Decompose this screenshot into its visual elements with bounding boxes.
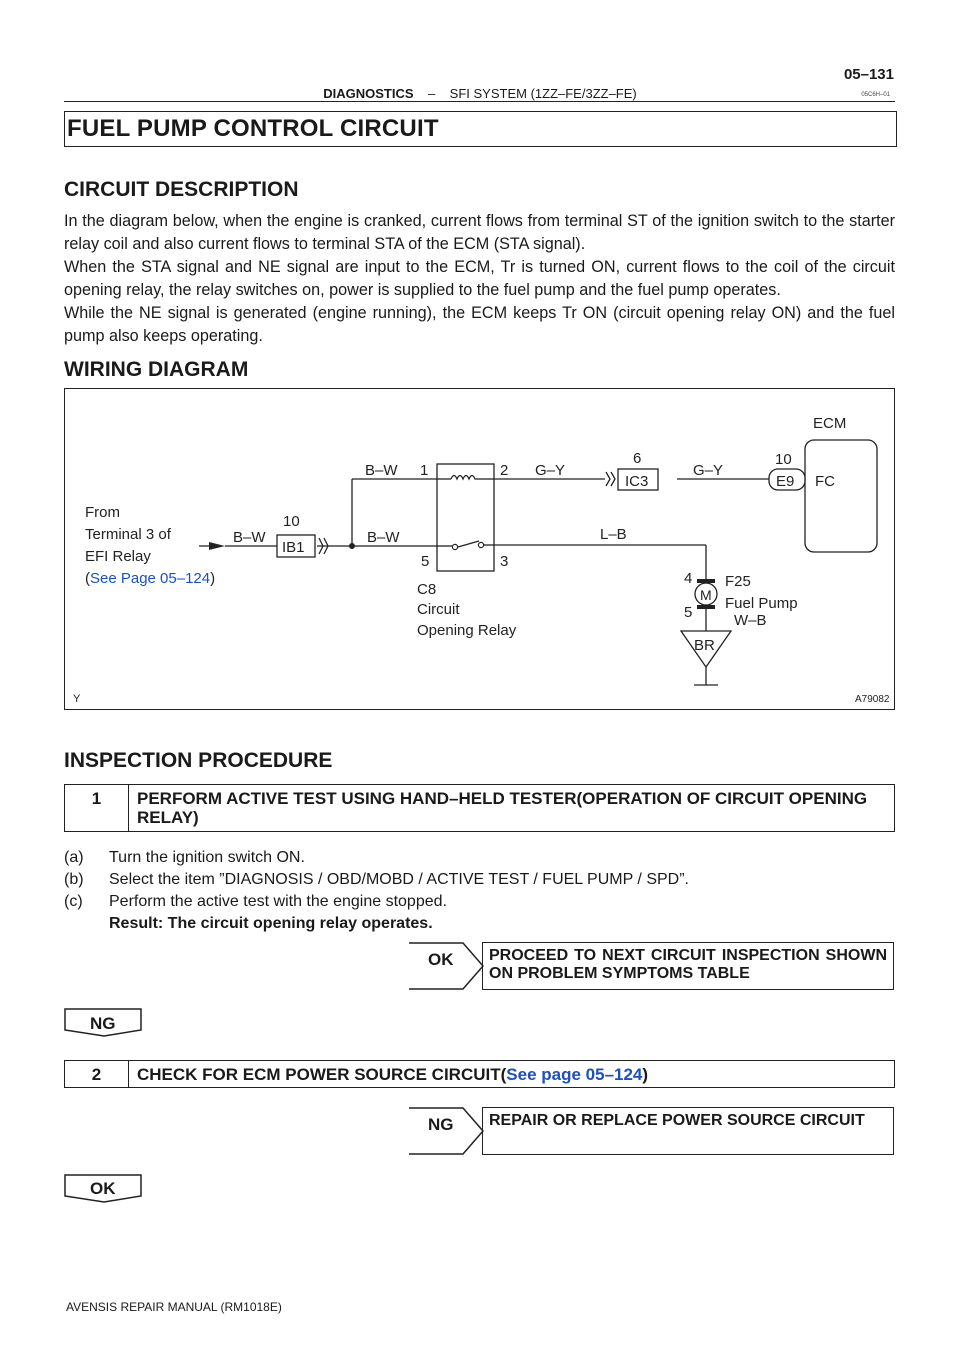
step-1-title: PERFORM ACTIVE TEST USING HAND–HELD TESTER(OPERATION OF CIRCUIT OPENING RELAY) (137, 789, 868, 827)
splice-dot (349, 543, 355, 549)
header-section: DIAGNOSTICS (323, 86, 414, 101)
relay-pin-1: 1 (420, 462, 429, 479)
description-paragraph: When the STA signal and NE signal are input to the ECM, Tr is turned ON, current flows to the coil of the circuit opening relay, the relay switches on, power is supplied to the fuel pump and the fuel pump operates. (64, 258, 895, 299)
step-2-ng-result: REPAIR OR REPLACE POWER SOURCE CIRCUIT (482, 1107, 894, 1155)
description-paragraph: In the diagram below, when the engine is cranked, current flows from terminal ST of the ignition switch to the starter relay coil and also current flows to terminal STA of the ECM (STA signal). (64, 212, 895, 253)
from-paren-open: ( (85, 570, 90, 587)
header-rule (64, 101, 895, 102)
header-separator: – (427, 86, 436, 101)
e9-label: E9 (776, 473, 795, 490)
step-2-title-text: CHECK FOR ECM POWER SOURCE CIRCUIT( (137, 1065, 507, 1084)
relay-pin-3: 3 (500, 553, 509, 570)
page-number: 05–131 (843, 66, 894, 83)
step-2-ng-tag: NG (428, 1115, 454, 1134)
relay-name-line2: Opening Relay (417, 622, 517, 639)
list-item-text: Select the item ”DIAGNOSIS / OBD/MOBD / ACTIVE TEST / FUEL PUMP / SPD”. (109, 871, 689, 888)
relay-coil (451, 476, 479, 480)
page-title: FUEL PUMP CONTROL CIRCUIT (64, 111, 897, 147)
list-item-label: (c) (64, 893, 83, 910)
wire-label-lb: L–B (600, 526, 627, 543)
circuit-description-text (64, 210, 895, 348)
circuit-description-heading: CIRCUIT DESCRIPTION (64, 178, 299, 201)
input-arrow-icon (209, 542, 225, 550)
ib1-pin-label: 10 (283, 513, 300, 530)
corner-mark: Y (73, 693, 81, 705)
running-header (0, 86, 960, 101)
description-paragraph: While the NE signal is generated (engine running), the ECM keeps Tr ON (circuit opening relay ON) and the fuel pump also keeps operating. (64, 304, 895, 345)
e9-pin-label: 10 (775, 451, 792, 468)
step-1-ok-result: PROCEED TO NEXT CIRCUIT INSPECTION SHOWN ON PROBLEM SYMPTOMS TABLE (482, 942, 894, 990)
fc-terminal-label: FC (815, 473, 835, 490)
list-item (64, 869, 894, 891)
list-item-text: Perform the active test with the engine stopped. (109, 893, 447, 910)
ib1-label: IB1 (282, 539, 305, 556)
list-item-label: (b) (64, 871, 84, 888)
relay-box (437, 464, 494, 571)
step-1-instructions (64, 847, 894, 935)
wire-label-bw-left: B–W (233, 529, 266, 546)
list-item (64, 891, 894, 913)
list-item (64, 913, 894, 935)
from-line4 (85, 570, 215, 587)
relay-pin-5: 5 (421, 553, 430, 570)
step-2-box (64, 1060, 895, 1088)
from-line1: From (85, 504, 120, 521)
connector-chevron-icon (606, 472, 615, 486)
step-1-result: Result: The circuit opening relay operates. (109, 915, 433, 932)
wire-label-gy-1: G–Y (535, 462, 566, 479)
wiring-diagram-svg (65, 389, 894, 709)
step-2-title-end: ) (642, 1065, 649, 1084)
step-2-title (137, 1065, 886, 1084)
footer: AVENSIS REPAIR MANUAL (RM1018E) (66, 1300, 282, 1314)
figure-id: A79082 (855, 694, 890, 705)
wire-label-gy-2: G–Y (693, 462, 724, 479)
relay-name-line1: Circuit (417, 601, 460, 618)
step-2-ok-tag: OK (90, 1179, 116, 1198)
wire-label-bw-top: B–W (365, 462, 398, 479)
wiring-diagram (64, 388, 895, 710)
ic3-label: IC3 (625, 473, 649, 490)
relay-code-label: C8 (417, 581, 437, 598)
step-1-ok-tag: OK (428, 950, 454, 969)
pump-code-label: F25 (725, 573, 751, 590)
switch-contact (452, 544, 457, 549)
list-item-label: (a) (64, 849, 84, 866)
switch-contact (478, 542, 483, 547)
step-2-number: 2 (65, 1061, 129, 1087)
ecm-label: ECM (813, 415, 847, 432)
pump-name-label: Fuel Pump (725, 595, 798, 612)
list-item-text: Turn the ignition switch ON. (109, 849, 305, 866)
wire-label-bw-mid: B–W (367, 529, 400, 546)
pump-pin-4: 4 (684, 570, 693, 587)
ic3-pin-label: 6 (633, 450, 642, 467)
from-see-page-link[interactable]: See Page 05–124 (90, 570, 211, 587)
from-line3: EFI Relay (85, 548, 151, 565)
step-1-ng-tag: NG (90, 1014, 116, 1033)
from-paren-close: ) (210, 570, 216, 587)
list-item (64, 847, 894, 869)
relay-switch (458, 541, 479, 547)
step-2-see-page-link[interactable]: See page 05–124 (506, 1065, 643, 1084)
step-1-number: 1 (65, 785, 129, 831)
motor-label: M (700, 587, 712, 603)
ground-label: BR (694, 637, 715, 654)
inspection-heading: INSPECTION PROCEDURE (64, 749, 333, 772)
step-1-box (64, 784, 895, 832)
wiring-diagram-heading: WIRING DIAGRAM (64, 358, 249, 381)
ecm-box (805, 440, 877, 552)
wire-label-wb: W–B (734, 612, 767, 629)
relay-pin-2: 2 (500, 462, 509, 479)
document-code: 05C6H–01 (861, 92, 890, 98)
from-line2: Terminal 3 of (85, 526, 171, 543)
pump-pin-5: 5 (684, 604, 693, 621)
header-subtitle: SFI SYSTEM (1ZZ–FE/3ZZ–FE) (449, 86, 637, 101)
